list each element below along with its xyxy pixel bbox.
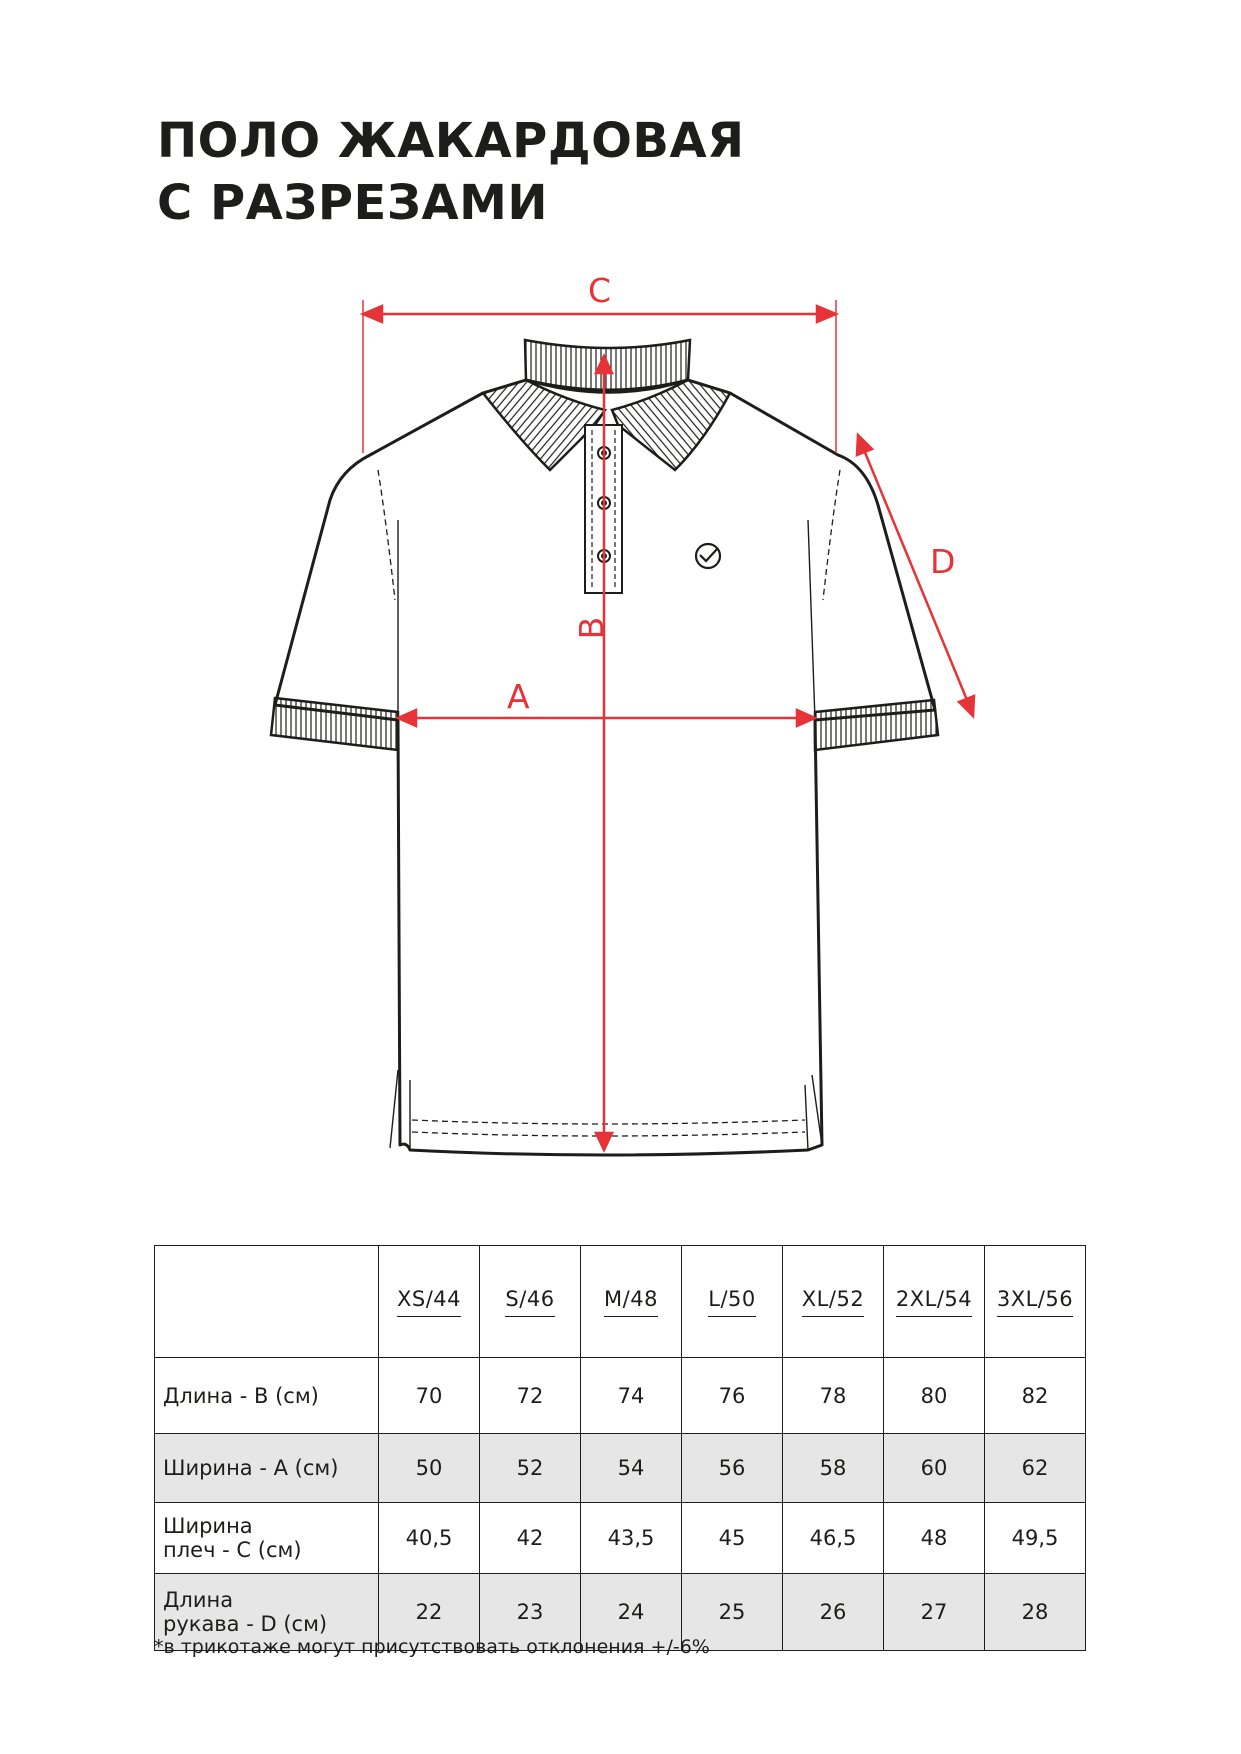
- size-header: M/48: [604, 1287, 658, 1317]
- row-label-line-1: Ширина - А (см): [163, 1456, 339, 1480]
- row-label: [155, 1434, 379, 1503]
- label-d: D: [930, 542, 956, 581]
- row-label-line-1: Длина - В (см): [163, 1383, 319, 1408]
- table-cell: 42: [480, 1503, 581, 1574]
- table-cell: 50: [379, 1434, 480, 1503]
- table-row: [155, 1358, 1086, 1434]
- label-b: B: [572, 616, 611, 640]
- table-cell: 22: [379, 1574, 480, 1651]
- table-cell: 43,5: [581, 1503, 682, 1574]
- table-cell: 76: [682, 1358, 783, 1434]
- size-header: 3XL/56: [997, 1287, 1073, 1317]
- table-cell: 26: [783, 1574, 884, 1651]
- row-label-line-2: рукава - D (см): [163, 1612, 328, 1636]
- table-cell: 49,5: [985, 1503, 1086, 1574]
- size-header: L/50: [708, 1287, 756, 1317]
- table-cell: 27: [884, 1574, 985, 1651]
- size-chart-table: [154, 1245, 1086, 1651]
- title-line-2: С РАЗРЕЗАМИ: [157, 175, 549, 231]
- table-row: [155, 1434, 1086, 1503]
- size-header: XS/44: [397, 1287, 461, 1317]
- footnote: *в трикотаже могут присутствовать отклонения +/-6%: [154, 1636, 710, 1658]
- size-header-row: [155, 1246, 1086, 1358]
- table-cell: 74: [581, 1358, 682, 1434]
- table-cell: 25: [682, 1574, 783, 1651]
- table-cell: 70: [379, 1358, 480, 1434]
- row-label: [155, 1358, 379, 1434]
- row-label-line-2: плеч - С (см): [163, 1538, 302, 1562]
- table-cell: 58: [783, 1434, 884, 1503]
- row-label-line-1: Длина: [163, 1588, 234, 1612]
- size-header: 2XL/54: [896, 1287, 972, 1317]
- size-header: XL/52: [802, 1287, 864, 1317]
- size-header-cell: [480, 1246, 581, 1358]
- size-header: S/46: [505, 1287, 554, 1317]
- table-cell: 56: [682, 1434, 783, 1503]
- table-cell: 80: [884, 1358, 985, 1434]
- size-header-cell: [884, 1246, 985, 1358]
- table-cell: 82: [985, 1358, 1086, 1434]
- size-header-cell: [379, 1246, 480, 1358]
- table-cell: 23: [480, 1574, 581, 1651]
- table-cell: 48: [884, 1503, 985, 1574]
- table-cell: 28: [985, 1574, 1086, 1651]
- table-cell: 45: [682, 1503, 783, 1574]
- table-row: [155, 1503, 1086, 1574]
- table-cell: 54: [581, 1434, 682, 1503]
- label-c: C: [588, 271, 612, 310]
- table-cell: 62: [985, 1434, 1086, 1503]
- table-cell: 72: [480, 1358, 581, 1434]
- label-a: A: [507, 677, 530, 716]
- table-cell: 60: [884, 1434, 985, 1503]
- table-cell: 52: [480, 1434, 581, 1503]
- table-cell: 24: [581, 1574, 682, 1651]
- size-header-cell: [682, 1246, 783, 1358]
- size-header-cell: [581, 1246, 682, 1358]
- row-label: [155, 1503, 379, 1574]
- size-header-cell: [985, 1246, 1086, 1358]
- size-header-cell: [783, 1246, 884, 1358]
- header-empty-cell: [155, 1246, 379, 1358]
- title-line-1: ПОЛО ЖАКАРДОВАЯ: [157, 113, 745, 169]
- row-label-line-1: Ширина: [163, 1514, 253, 1538]
- table-cell: 78: [783, 1358, 884, 1434]
- table-cell: 46,5: [783, 1503, 884, 1574]
- table-cell: 40,5: [379, 1503, 480, 1574]
